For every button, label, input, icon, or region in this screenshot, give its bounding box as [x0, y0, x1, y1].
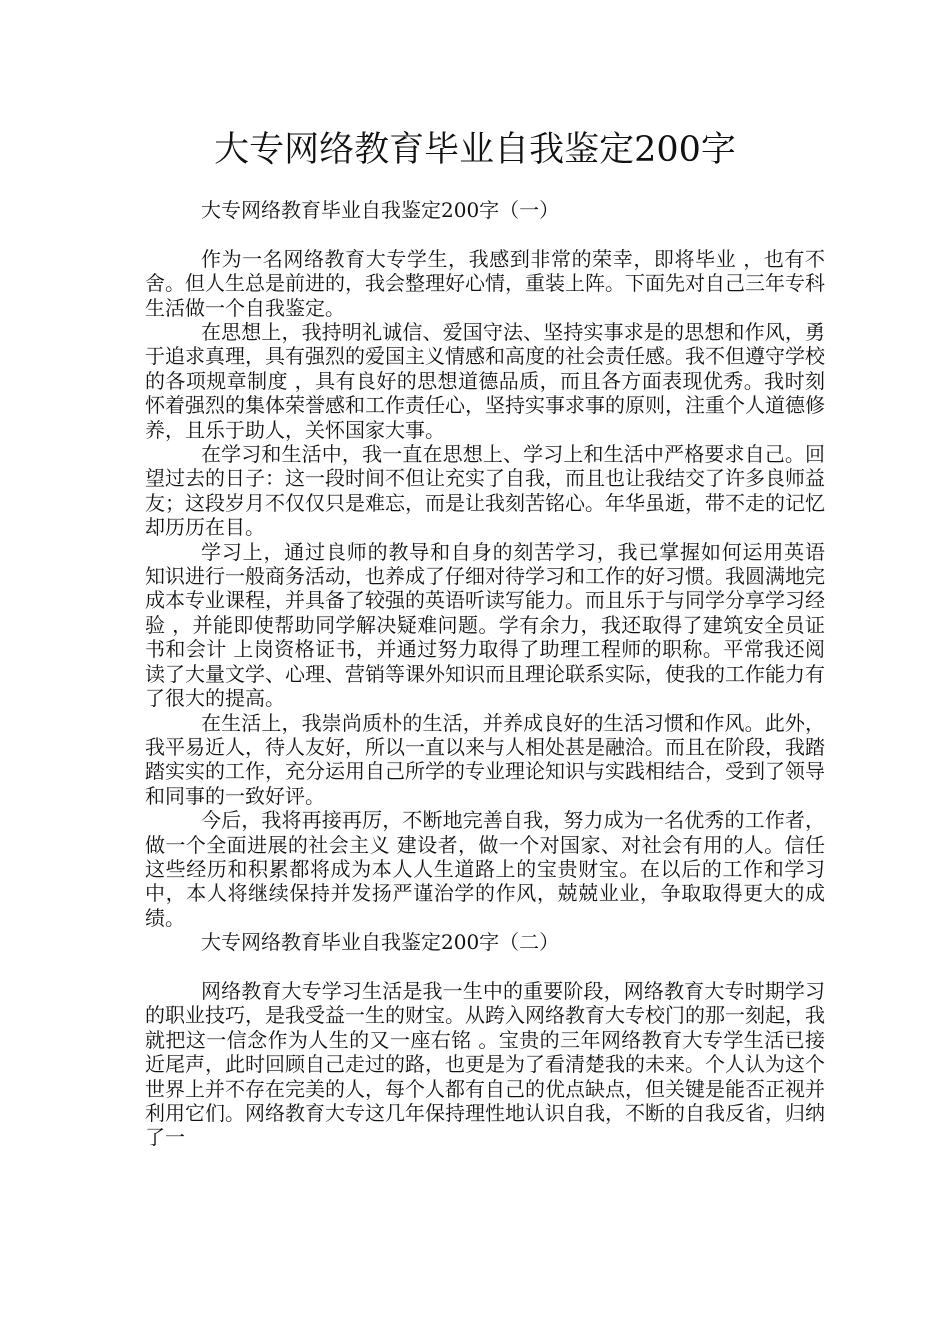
- document-body: [145, 198, 825, 1150]
- section-1-paragraph-3: 在学习和生活中，我一直在思想上、学习上和生活中严格要求自己。回望过去的日子：这一段时间不但让充实了自我，而且也让我结交了许多良师益友；这段岁月不仅仅只是难忘，而是让我刻苦铭心。年华虽逝，带不走的记忆却历历在目。: [145, 442, 825, 540]
- section-1-heading: 大专网络教育毕业自我鉴定200字（一）: [201, 198, 560, 222]
- section-1-paragraph-1: 作为一名网络教育大专学生，我感到非常的荣幸，即将毕业 ，也有不舍。但人生总是前进的，我会整理好心情，重装上阵。下面先对自己三年专科生活做一个自我鉴定。: [145, 246, 825, 320]
- section-1-paragraph-4: 学习上，通过良师的教导和自身的刻苦学习，我已掌握如何运用英语 知识进行一般商务活动，也养成了仔细对待学习和工作的好习惯。我圆满地完成本专业课程，并具备了较强的英语听读写能力。而且乐于与同学分享学习经验 ，并能即使帮助同学解决疑难问题。学有余力，我还取得了建筑安全员证书和会计 上岗资格证书，并通过努力取得了助理工程师的职称。平常我还阅读了大量文学、心理、营销等课外知识而且理论联系实际，使我的工作能力有了很大的提高。: [145, 539, 825, 711]
- document-title: 大专网络教育毕业自我鉴定200字: [214, 130, 736, 170]
- blank-line: [145, 222, 825, 246]
- section-2-paragraph-1: 网络教育大专学习生活是我一生中的重要阶段，网络教育大专时期学习的职业技巧，是我受益一生的财宝。从跨入网络教育大专校门的那一刻起，我就把这一信念作为人生的又一座右铭 。宝贵的三年网络教育大专学生活已接近尾声，此时回顾自己走过的路，也更是为了看清楚我的未来。个人认为这个世界上并不存在完美的人，每个人都有自己的优点缺点，但关键是能否正视并利用它们。网络教育大专这几年保持理性地认识自我，不断的自我反省，归纳了一: [145, 978, 825, 1150]
- section-1-paragraph-5: 在生活上，我崇尚质朴的生活，并养成良好的生活习惯和作风。此外，我平易近人，待人友好，所以一直以来与人相处甚是融洽。而且在阶段，我踏踏实实的工作，充分运用自己所学的专业理论知识与实践相结合，受到了领导和同事的一致好评。: [145, 710, 825, 808]
- section-1-paragraph-6: 今后，我将再接再厉，不断地完善自我，努力成为一名优秀的工作者，做一个全面进展的社会主义 建设者，做一个对国家、对社会有用的人。信任这些经历和积累都将成为本人人生道路上的宝贵财宝。在以后的工作和学习中，本人将继续保持并发扬严谨治学的作风，兢兢业业，争取取得更大的成绩。: [145, 808, 825, 930]
- section-1-paragraph-2: 在思想上，我持明礼诚信、爱国守法、坚持实事求是的思想和作风，勇于追求真理，具有强烈的爱国主义情感和高度的社会责任感。我不但遵守学校的各项规章制度 ，具有良好的思想道德品质，而且各方面表现优秀。我时刻怀着强烈的集体荣誉感和工作责任心，坚持实事求事的原则，注重个人道德修养，且乐于助人，关怀国家大事。: [145, 320, 825, 442]
- blank-line: [145, 955, 825, 979]
- section-2-heading: 大专网络教育毕业自我鉴定200字（二）: [201, 930, 560, 955]
